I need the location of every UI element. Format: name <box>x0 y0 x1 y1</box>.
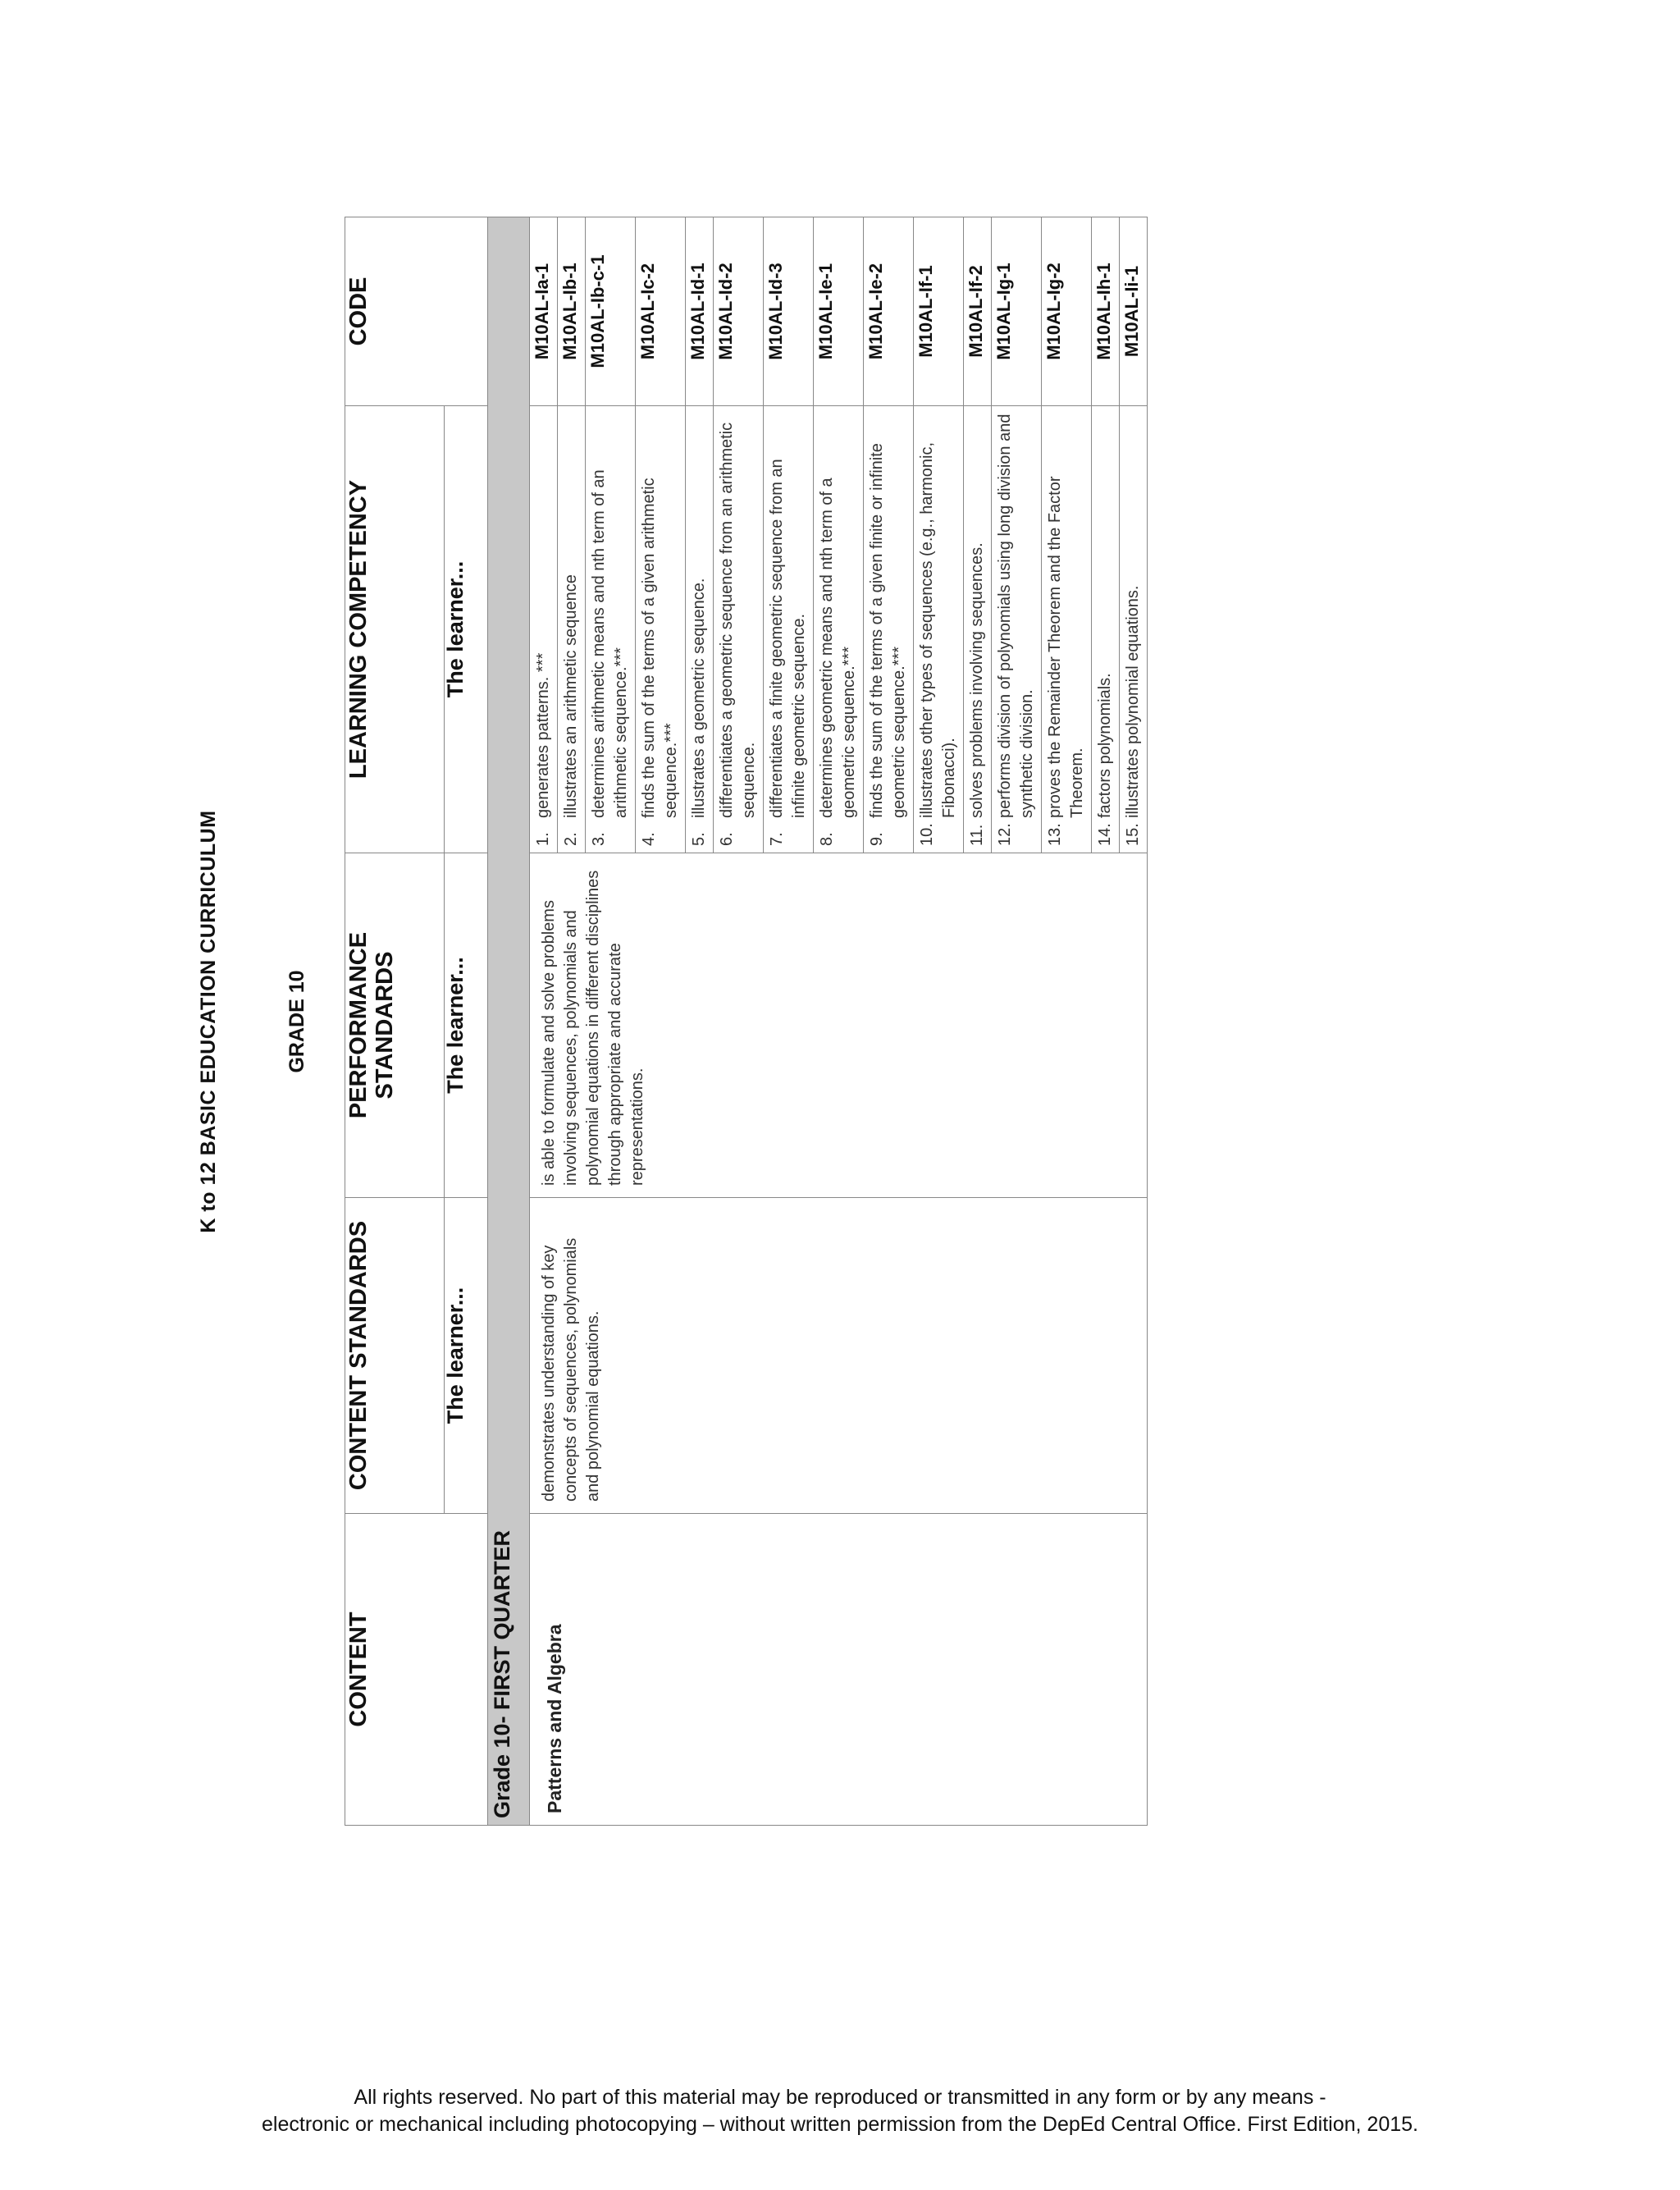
competency-cell <box>686 406 714 853</box>
competency-code: M10AL-Ia-1 <box>530 217 558 406</box>
competency-code: M10AL-Ig-1 <box>992 217 1042 406</box>
competency-code: M10AL-Id-2 <box>714 217 764 406</box>
competency-item <box>716 411 760 846</box>
header-performance-standards: PERFORMANCE STANDARDS <box>345 853 445 1198</box>
subheader-learning-competency: The learner... <box>445 406 488 853</box>
subheader-performance-standards: The learner... <box>445 853 488 1198</box>
competency-item <box>638 411 682 846</box>
competency-code: M10AL-If-1 <box>914 217 964 406</box>
header-content: CONTENT <box>345 1514 488 1826</box>
competency-cell <box>714 406 764 853</box>
competency-number: 7. <box>768 832 786 846</box>
competency-text: performs division of polynomials using long division and synthetic division. <box>996 414 1036 818</box>
competency-text: differentiates a finite geometric sequence from an infinite geometric sequence. <box>768 459 808 818</box>
content-cell: Patterns and Algebra <box>530 1514 1148 1826</box>
grade-heading: GRADE 10 <box>285 970 308 1073</box>
competency-item <box>532 411 555 846</box>
competency-cell <box>814 406 864 853</box>
competency-number: 9. <box>868 832 886 846</box>
competency-cell <box>558 406 586 853</box>
competency-text: illustrates an arithmetic sequence <box>562 574 580 818</box>
competency-item <box>1044 411 1089 846</box>
competency-cell <box>964 406 992 853</box>
header-row <box>345 217 445 1826</box>
competency-item <box>816 411 861 846</box>
competency-number: 6. <box>718 832 736 846</box>
competency-code: M10AL-Ig-2 <box>1042 217 1092 406</box>
competency-text: proves the Remainder Theorem and the Factor Theorem. <box>1046 476 1086 818</box>
competency-code: M10AL-Ie-2 <box>864 217 914 406</box>
document-title: K to 12 BASIC EDUCATION CURRICULUM <box>197 810 220 1233</box>
competency-cell <box>530 406 558 853</box>
competency-number: 1. <box>534 832 552 846</box>
quarter-label: Grade 10- FIRST QUARTER <box>488 217 530 1826</box>
competency-item <box>994 411 1039 846</box>
competency-code: M10AL-Id-1 <box>686 217 714 406</box>
quarter-row <box>488 217 530 1826</box>
competency-row <box>530 217 558 1826</box>
copyright-footer <box>0 2084 1680 2138</box>
footer-line-1: All rights reserved. No part of this material may be reproduced or transmitted in any form or by any means - <box>354 2086 1326 2109</box>
competency-code: M10AL-Id-3 <box>764 217 814 406</box>
competency-text: finds the sum of the terms of a given finite or infinite geometric sequence.*** <box>868 443 908 818</box>
competency-code: M10AL-If-2 <box>964 217 992 406</box>
competency-number: 10. <box>918 823 936 846</box>
footer-line-2: electronic or mechanical including photocopying – without written permission from the DepEd Central Office. First Edition, 2015. <box>262 2113 1418 2136</box>
curriculum-table <box>345 217 1148 1826</box>
competency-cell <box>1042 406 1092 853</box>
competency-cell <box>764 406 814 853</box>
competency-number: 14. <box>1096 823 1114 846</box>
header-code: CODE <box>345 217 488 406</box>
competency-item <box>916 411 961 846</box>
competency-item <box>866 411 911 846</box>
competency-text: generates patterns. *** <box>534 652 552 818</box>
subheader-content-standards: The learner... <box>445 1198 488 1514</box>
competency-item <box>766 411 810 846</box>
competency-number: 15. <box>1124 823 1142 846</box>
competency-code: M10AL-Ic-2 <box>636 217 686 406</box>
competency-number: 13. <box>1046 823 1064 846</box>
competency-text: determines geometric means and nth term of a geometric sequence.*** <box>818 478 858 818</box>
performance-standard-cell: is able to formulate and solve problems involving sequences, polynomials and polynomial equations in different disciplines through appropriate and accurate representations. <box>530 853 1148 1198</box>
competency-code: M10AL-Ih-1 <box>1092 217 1120 406</box>
competency-item <box>966 411 988 846</box>
competency-item <box>560 411 582 846</box>
competency-code: M10AL-Ib-c-1 <box>586 217 636 406</box>
competency-item <box>1122 411 1144 846</box>
competency-cell <box>992 406 1042 853</box>
competency-number: 8. <box>818 832 836 846</box>
competency-number: 11. <box>968 824 986 846</box>
competency-number: 2. <box>562 832 580 846</box>
header-learning-competency: LEARNING COMPETENCY <box>345 406 445 853</box>
competency-code: M10AL-Ii-1 <box>1120 217 1148 406</box>
header-content-standards: CONTENT STANDARDS <box>345 1198 445 1514</box>
competency-cell <box>586 406 636 853</box>
competency-text: finds the sum of the terms of a given arithmetic sequence.*** <box>640 478 680 818</box>
competency-number: 4. <box>640 832 658 846</box>
competency-text: solves problems involving sequences. <box>968 542 986 818</box>
competency-cell <box>914 406 964 853</box>
competency-cell <box>864 406 914 853</box>
competency-text: illustrates other types of sequences (e.g., harmonic, Fibonacci). <box>918 441 958 818</box>
competency-text: illustrates polynomial equations. <box>1124 585 1142 818</box>
competency-text: factors polynomials. <box>1096 673 1114 818</box>
competency-cell <box>636 406 686 853</box>
competency-text: illustrates a geometric sequence. <box>690 578 708 818</box>
competency-text: differentiates a geometric sequence from an arithmetic sequence. <box>718 422 758 818</box>
competency-number: 12. <box>996 823 1014 846</box>
competency-item <box>588 411 632 846</box>
competency-number: 5. <box>690 832 708 846</box>
rotated-page <box>197 217 1142 1826</box>
competency-item <box>688 411 710 846</box>
competency-number: 3. <box>590 832 608 846</box>
competency-code: M10AL-Ib-1 <box>558 217 586 406</box>
competency-code: M10AL-Ie-1 <box>814 217 864 406</box>
competency-item <box>1094 411 1116 846</box>
competency-cell <box>1092 406 1120 853</box>
competency-cell <box>1120 406 1148 853</box>
content-standard-cell: demonstrates understanding of key concepts of sequences, polynomials and polynomial equations. <box>530 1198 1148 1514</box>
competency-text: determines arithmetic means and nth term of an arithmetic sequence.*** <box>590 469 630 818</box>
